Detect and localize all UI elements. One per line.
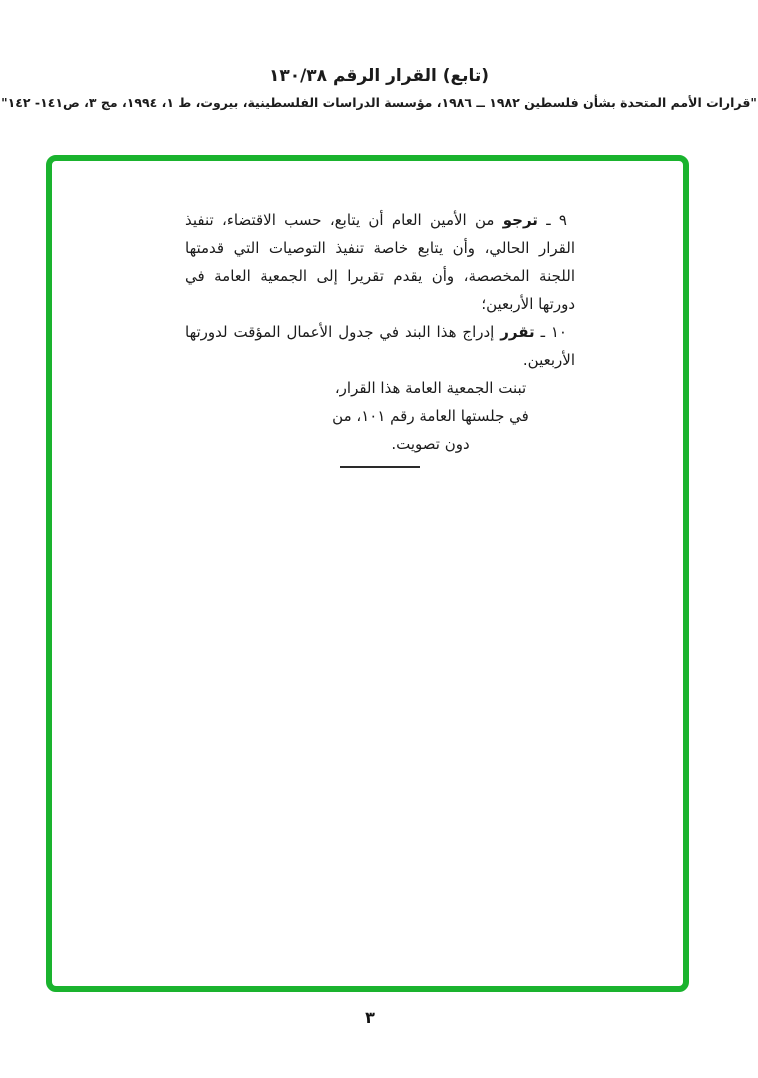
page-number: ٣ — [365, 1008, 375, 1027]
resolution-text — [185, 206, 575, 468]
adoption-note — [313, 374, 548, 458]
separator-rule — [340, 466, 420, 468]
clause-9-body: من الأمين العام أن يتابع، حسب الاقتضاء، تنفيذ القرار الحالي، وأن يتابع خاصة تنفيذ التوصيات التي قدمتها اللجنة المخصصة، وأن يقدم تقريرا إلى الجمعية العامة في دورتها الأربعين؛ — [185, 211, 575, 313]
page-header — [0, 66, 758, 110]
resolution-title: (تابع) القرار الرقم ١٣٠/٣٨ — [268, 66, 490, 86]
adoption-note-line: في جلستها العامة رقم ١٠١، من — [332, 407, 529, 425]
adoption-note-line: دون تصويت. — [391, 435, 470, 453]
source-citation: "قرارات الأمم المتحدة بشأن فلسطين ١٩٨٢ ــ ١٩٨٦، مؤسسة الدراسات الفلسطينية، بيروت، ط ١، ١٩٩٤، مج ٣، ص١٤١- ١٤٢" — [1, 95, 757, 110]
clause-9-keyword: ترجو — [502, 211, 538, 229]
clause-10 — [185, 318, 575, 374]
clause-9-number: ٩ ـ — [537, 211, 567, 229]
clause-10-keyword: تقرر — [500, 323, 535, 341]
clause-10-number: ١٠ ـ — [534, 323, 567, 341]
adoption-note-line: تبنت الجمعية العامة هذا القرار، — [334, 379, 527, 397]
clause-9 — [185, 206, 575, 318]
clause-10-body: إدراج هذا البند في جدول الأعمال المؤقت لدورتها الأربعين. — [185, 323, 575, 369]
